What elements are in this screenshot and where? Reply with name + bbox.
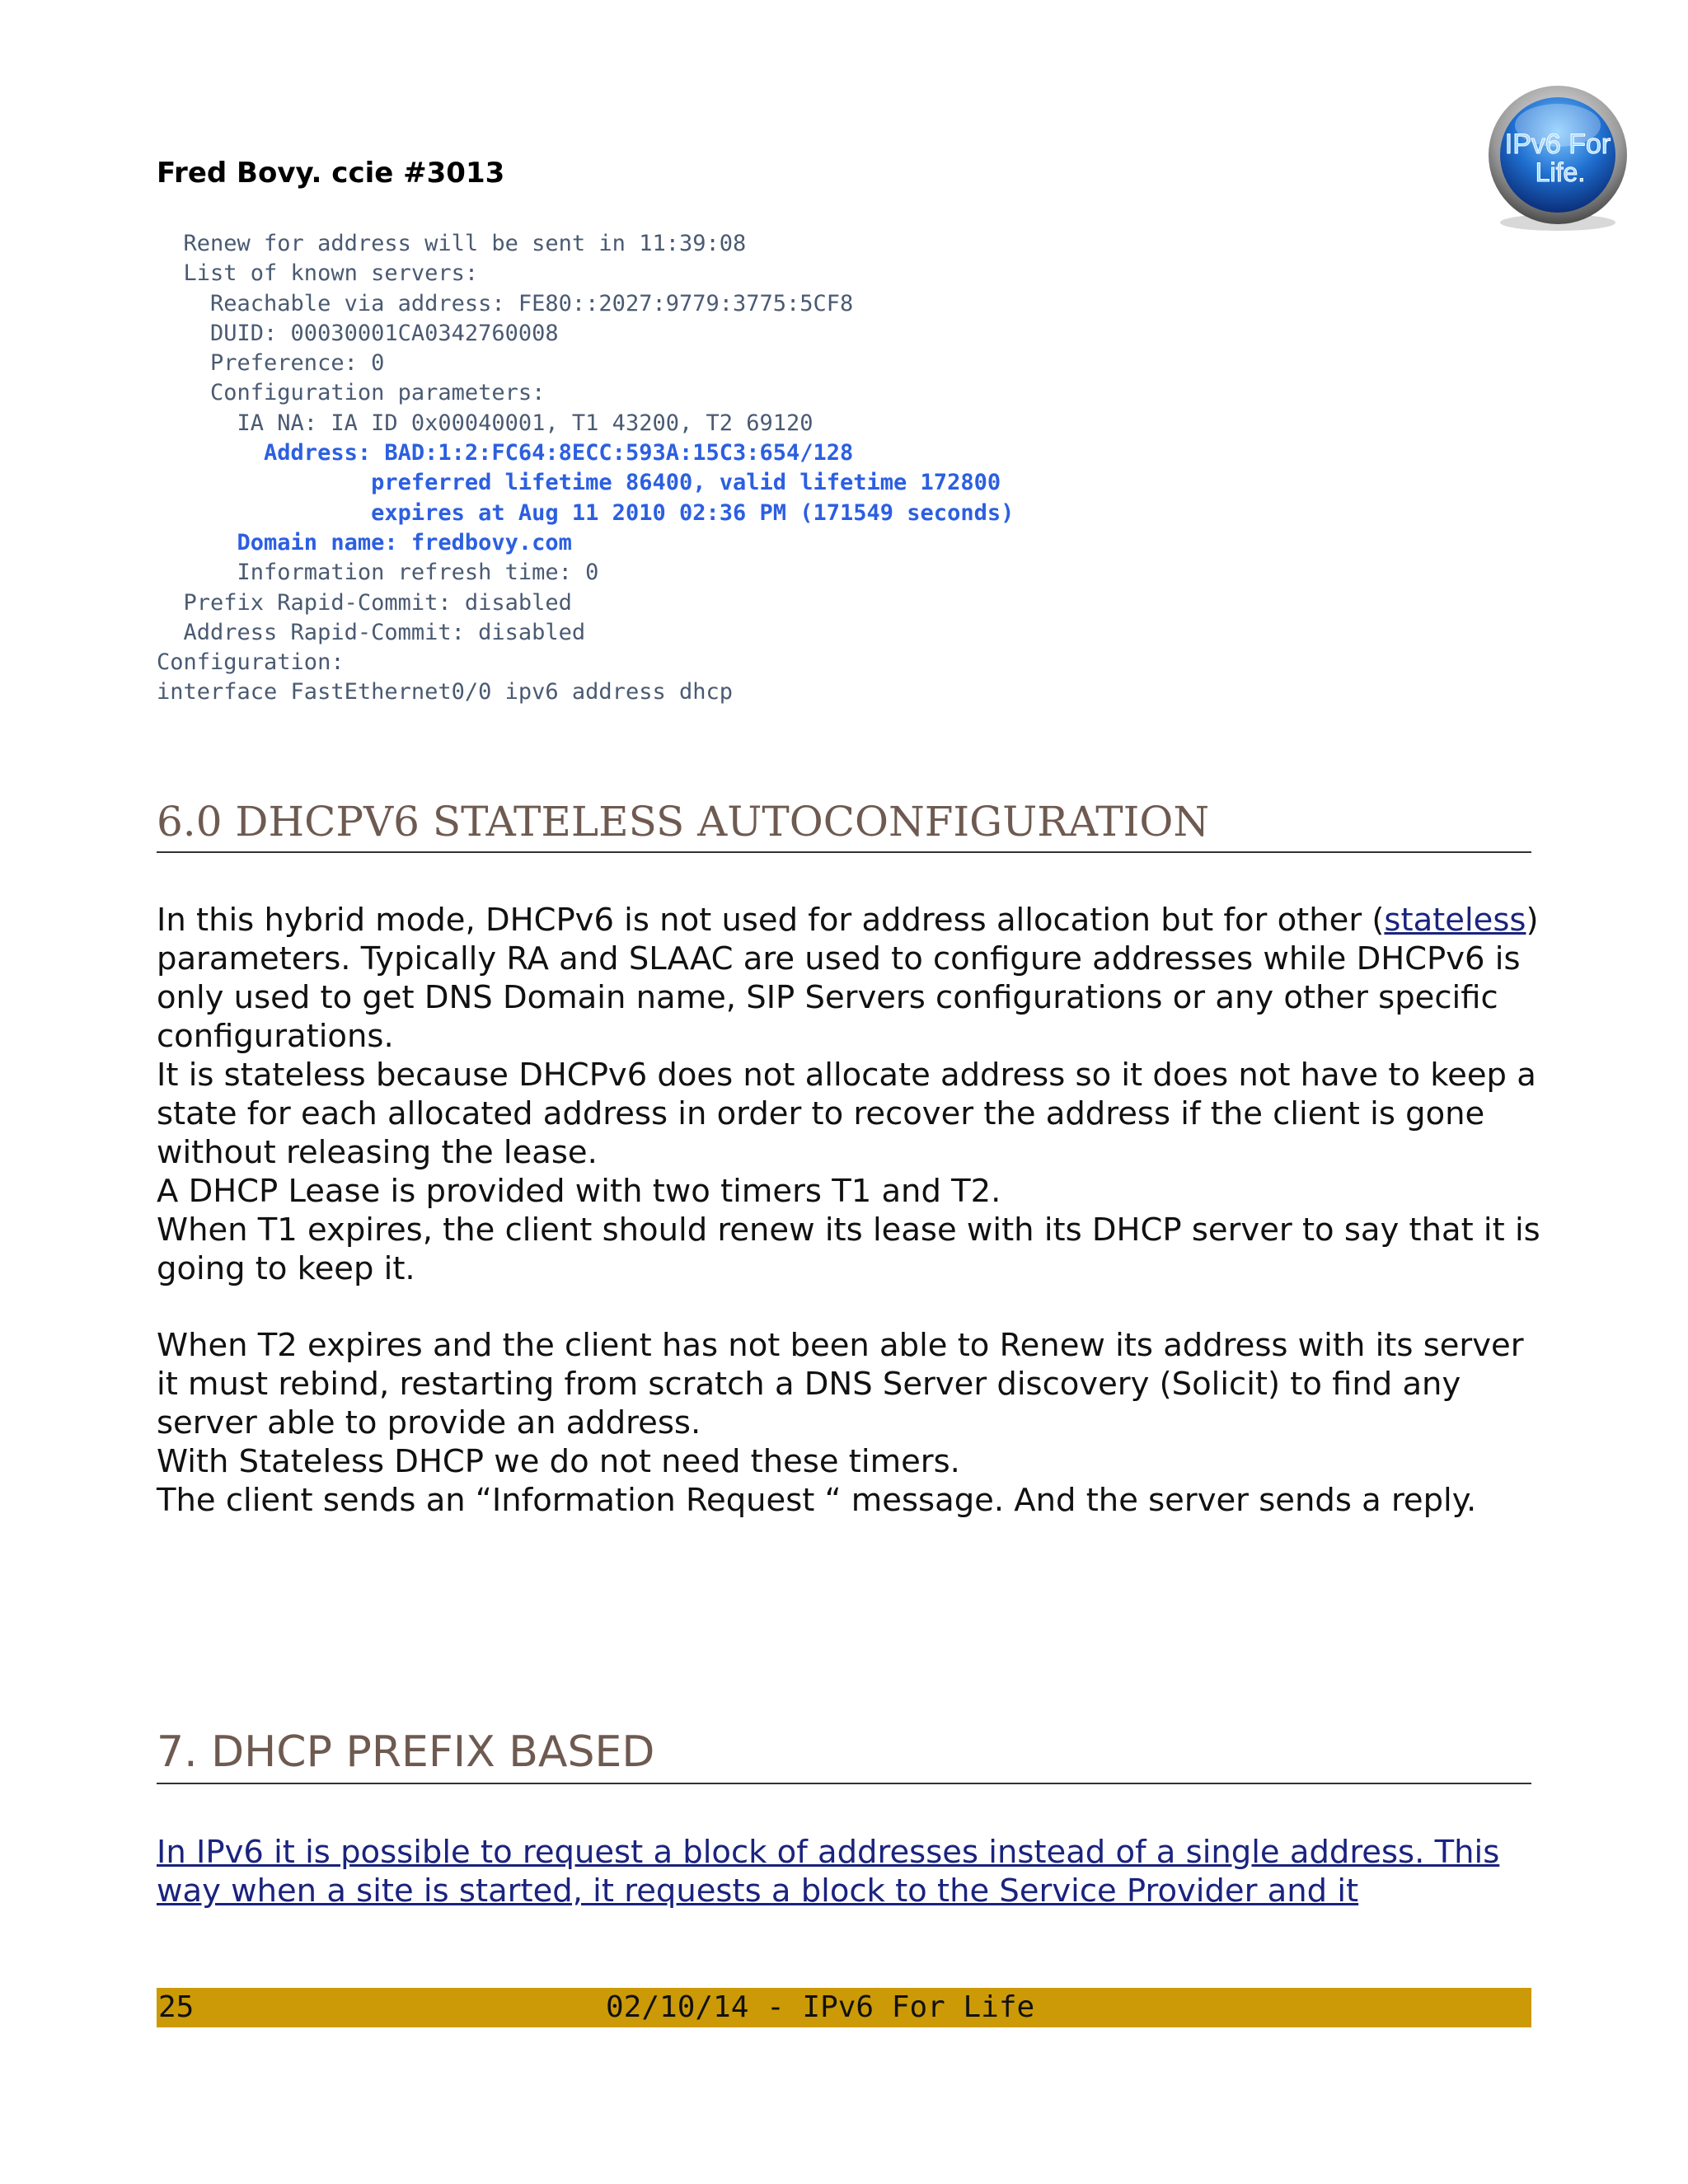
footer-bar	[157, 1988, 1531, 2027]
section-6-body-part2	[157, 1326, 1541, 1520]
code-line: Prefix Rapid-Commit: disabled	[157, 589, 572, 616]
code-line: Configuration:	[157, 649, 345, 676]
code-line: interface FastEthernet0/0 ipv6 address dhcp	[157, 679, 733, 705]
code-line: IA NA: IA ID 0x00040001, T1 43200, T2 69120	[157, 410, 814, 436]
author-header: Fred Bovy. ccie #3013	[157, 157, 505, 190]
ipv6-for-life-logo	[1479, 82, 1636, 239]
section-6-body-part1	[157, 901, 1541, 1288]
code-line-highlight: preferred lifetime 86400, valid lifetime 172800	[157, 470, 1001, 496]
paragraph-text: It is stateless because DHCPv6 does not allocate address so it does not have to keep a state for each allocated address in order to recover the address if the client is gone without releasing the lease.	[157, 1057, 1536, 1171]
code-line: DUID: 00030001CA0342760008	[157, 320, 559, 346]
section-6-heading: 6.0 DHCPV6 STATELESS AUTOCONFIGURATION	[157, 795, 1531, 853]
code-line-highlight: Address: BAD:1:2:FC64:8ECC:593A:15C3:654/128	[157, 440, 854, 466]
code-line-highlight: expires at Aug 11 2010 02:36 PM (171549 seconds)	[157, 499, 1015, 526]
code-line: Reachable via address: FE80::2027:9779:3775:5CF8	[157, 290, 854, 316]
page-number: 25	[158, 1990, 195, 2024]
paragraph-text: When T1 expires, the client should renew its lease with its DHCP server to say that it is going to keep it.	[157, 1212, 1540, 1287]
footer-text: 02/10/14 - IPv6 For Life	[606, 1990, 1035, 2024]
stateless-link[interactable]: stateless	[1384, 902, 1526, 939]
paragraph-text: With Stateless DHCP we do not need these timers.	[157, 1443, 960, 1480]
section-7-heading: 7. DHCP PREFIX BASED	[157, 1725, 1531, 1784]
logo-text-line1: IPv6 For	[1504, 129, 1611, 160]
code-line: Information refresh time: 0	[157, 560, 599, 586]
logo-text-line2: Life.	[1535, 157, 1586, 187]
paragraph-text: When T2 expires and the client has not been able to Renew its address with its server it must rebind, restarting from scratch a DNS Server discovery (Solicit) to find any server able to provide an address.	[157, 1327, 1524, 1441]
code-line-highlight: Domain name: fredbovy.com	[157, 529, 572, 555]
cli-output-code	[157, 229, 1014, 708]
paragraph-text: The client sends an “Information Request “ message. And the server sends a reply.	[157, 1482, 1477, 1519]
paragraph-text: In this hybrid mode, DHCPv6 is not used for address allocation but for other (	[157, 902, 1385, 939]
paragraph-text: A DHCP Lease is provided with two timers T1 and T2.	[157, 1173, 1001, 1210]
code-line: Renew for address will be sent in 11:39:08	[157, 231, 747, 256]
code-line: Configuration parameters:	[157, 380, 546, 406]
code-line: List of known servers:	[157, 260, 479, 287]
code-line: Address Rapid-Commit: disabled	[157, 619, 586, 645]
paragraph-text: ) parameters. Typically RA and SLAAC are used to configure addresses while DHCPv6 is only used to get DNS Domain name, SIP Servers configurations or any other specific configurations.	[157, 902, 1539, 1055]
code-line: Preference: 0	[157, 350, 385, 377]
section-7-body-link[interactable]: In IPv6 it is possible to request a block of addresses instead of a single address. This way when a site is started, it requests a block to the Service Provider and it	[157, 1834, 1500, 1910]
